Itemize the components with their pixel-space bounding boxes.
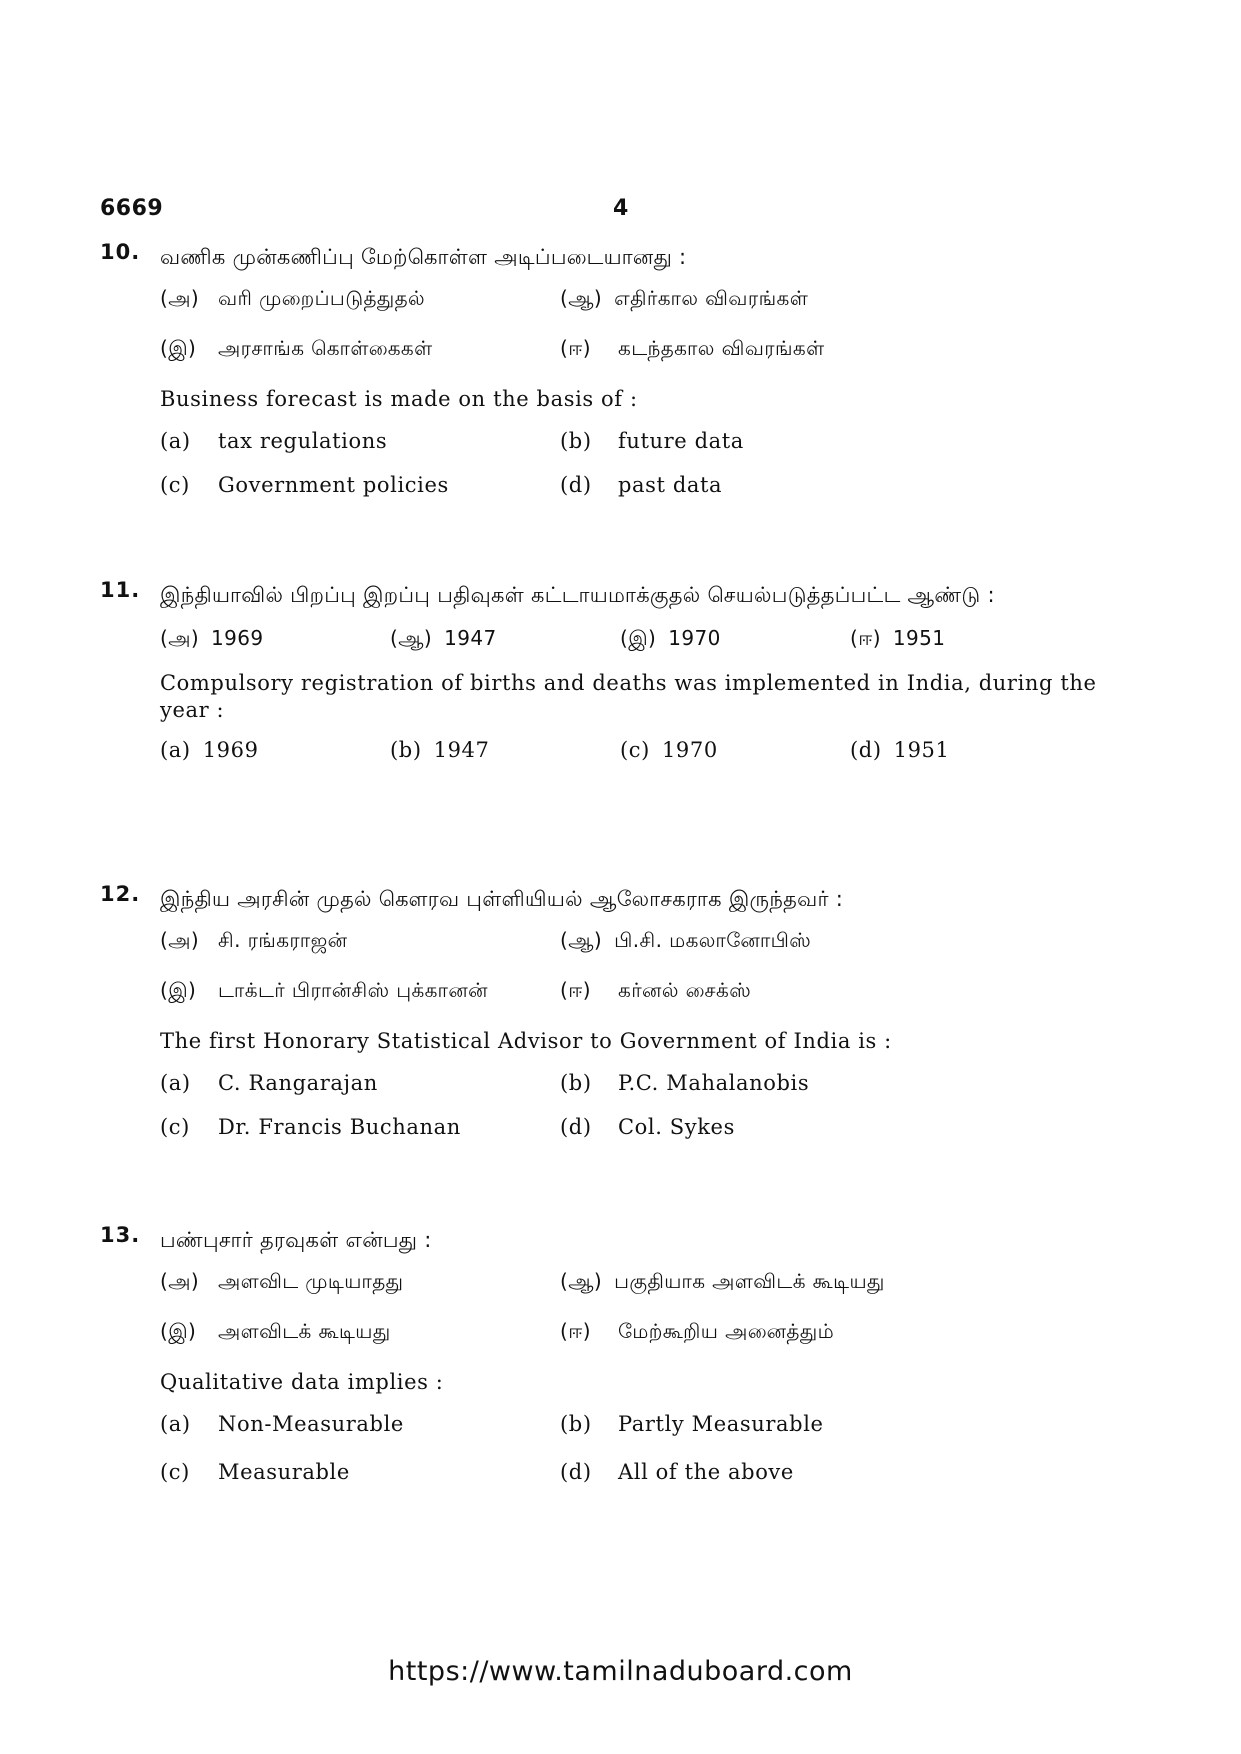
option-text: கடந்தகால விவரங்கள் [618, 336, 825, 360]
option-marker: (ஆ) [560, 928, 603, 952]
option-text: C. Rangarajan [218, 1071, 378, 1095]
paper-code: 6669 [100, 196, 164, 221]
option-text: Partly Measurable [618, 1412, 824, 1436]
option-text: அளவிடக் கூடியது [218, 1319, 391, 1343]
tamil-option-c [160, 1319, 391, 1346]
english-option-b [390, 738, 489, 762]
tamil-option-b [560, 286, 808, 313]
option-text: All of the above [618, 1460, 794, 1484]
english-option-b [560, 1412, 824, 1436]
option-marker: (b) [560, 429, 592, 453]
option-text: டாக்டர் பிரான்சிஸ் புக்கானன் [218, 978, 488, 1002]
option-text: 1951 [892, 626, 946, 650]
option-text: Col. Sykes [618, 1115, 735, 1139]
question-12 [100, 882, 1150, 1149]
english-options-row [100, 738, 1150, 772]
option-marker: (அ) [160, 286, 200, 310]
option-marker: (c) [160, 1460, 190, 1484]
option-text: சி. ரங்கராஜன் [218, 928, 348, 952]
option-marker: (இ) [160, 978, 197, 1002]
tamil-option-a [160, 286, 425, 313]
option-text: மேற்கூறிய அனைத்தும் [618, 1319, 835, 1343]
english-option-a [160, 429, 387, 453]
option-text: 1947 [444, 626, 497, 650]
tamil-option-d [560, 336, 825, 363]
option-text: Non-Measurable [218, 1412, 404, 1436]
option-marker: (ஈ) [850, 626, 881, 650]
option-text: பகுதியாக அளவிடக் கூடியது [614, 1269, 885, 1293]
english-option-a [160, 738, 259, 762]
tamil-question-text: வணிக முன்கணிப்பு மேற்கொள்ள அடிப்படையானது : [160, 245, 687, 269]
english-options-row-2 [100, 1460, 1150, 1494]
option-text: 1970 [668, 626, 721, 650]
option-marker: (இ) [620, 626, 657, 650]
option-text: past data [618, 473, 723, 497]
tamil-options-row-2 [100, 1319, 1150, 1353]
tamil-option-d [850, 626, 945, 653]
option-marker: (ஈ) [560, 336, 591, 360]
option-marker: (அ) [160, 1269, 200, 1293]
english-option-c [160, 1460, 350, 1484]
english-option-c [160, 1115, 461, 1139]
option-text: கர்னல் சைக்ஸ் [618, 978, 752, 1002]
option-text: வரி முறைப்படுத்துதல் [218, 286, 426, 310]
question-number: 13. [100, 1223, 141, 1247]
tamil-option-c [620, 626, 721, 653]
option-marker: (d) [850, 738, 882, 762]
option-marker: (d) [560, 473, 592, 497]
english-option-a [160, 1071, 378, 1095]
tamil-options-row-1 [100, 928, 1150, 962]
option-text: Measurable [218, 1460, 350, 1484]
option-marker: (c) [160, 1115, 190, 1139]
english-option-d [560, 1115, 735, 1139]
option-marker: (இ) [160, 336, 197, 360]
question-10-header [100, 240, 1150, 274]
option-marker: (a) [160, 1071, 191, 1095]
tamil-question-text: இந்தியாவில் பிறப்பு இறப்பு பதிவுகள் கட்டாயமாக்குதல் செயல்படுத்தப்பட்ட ஆண்டு : [160, 583, 995, 607]
question-12-header [100, 882, 1150, 916]
english-question-text: Business forecast is made on the basis of : [160, 387, 638, 411]
english-question-text: Compulsory registration of births and deaths was implemented in India, during the year : [160, 671, 1097, 722]
option-text: 1951 [893, 738, 950, 762]
tamil-options-row-2 [100, 336, 1150, 370]
tamil-question-text: இந்திய அரசின் முதல் கௌரவ புள்ளியியல் ஆலோசகராக இருந்தவர் : [160, 887, 844, 911]
tamil-option-b [560, 928, 811, 955]
option-text: future data [618, 429, 744, 453]
tamil-options-row [100, 626, 1150, 660]
english-options-row-1 [100, 1071, 1150, 1105]
option-text: அரசாங்க கொள்கைகள் [218, 336, 433, 360]
english-options-row-2 [100, 473, 1150, 507]
question-number: 10. [100, 240, 141, 264]
option-text: P.C. Mahalanobis [618, 1071, 810, 1095]
english-option-c [160, 473, 449, 497]
option-marker: (d) [560, 1115, 592, 1139]
option-marker: (c) [160, 473, 190, 497]
english-option-b [560, 429, 744, 453]
option-marker: (b) [560, 1071, 592, 1095]
option-marker: (ஆ) [560, 1269, 603, 1293]
option-text: பி.சி. மகலானோபிஸ் [614, 928, 812, 952]
option-marker: (a) [160, 429, 191, 453]
tamil-options-row-1 [100, 286, 1150, 320]
question-13 [100, 1223, 1150, 1494]
option-text: 1969 [211, 626, 264, 650]
option-marker: (a) [160, 738, 191, 762]
option-marker: (இ) [160, 1319, 197, 1343]
english-option-d [850, 738, 949, 762]
option-text: Government policies [218, 473, 449, 497]
tamil-options-row-2 [100, 978, 1150, 1012]
tamil-option-c [160, 336, 433, 363]
english-option-d [560, 1460, 794, 1484]
tamil-option-a [160, 1269, 403, 1296]
question-11 [100, 578, 1150, 772]
option-text: Dr. Francis Buchanan [218, 1115, 461, 1139]
option-text: tax regulations [218, 429, 388, 453]
tamil-option-b [390, 626, 497, 653]
option-marker: (ஆ) [560, 286, 603, 310]
english-options-row-1 [100, 429, 1150, 463]
tamil-question-text: பண்புசார் தரவுகள் என்பது : [160, 1228, 432, 1252]
page-number: 4 [613, 196, 629, 221]
tamil-option-d [560, 978, 751, 1005]
question-10 [100, 240, 1150, 507]
option-marker: (c) [620, 738, 650, 762]
english-option-a [160, 1412, 404, 1436]
question-number: 12. [100, 882, 141, 906]
footer-url: https://www.tamilnaduboard.com [388, 1656, 853, 1687]
option-marker: (ஈ) [560, 1319, 591, 1343]
tamil-option-a [160, 626, 264, 653]
option-marker: (b) [390, 738, 422, 762]
option-text: அளவிட முடியாதது [218, 1269, 404, 1293]
tamil-option-b [560, 1269, 885, 1296]
option-marker: (ஈ) [560, 978, 591, 1002]
english-option-c [620, 738, 718, 762]
option-marker: (b) [560, 1412, 592, 1436]
english-question-text: Qualitative data implies : [160, 1370, 444, 1394]
option-marker: (அ) [160, 626, 200, 650]
option-marker: (ஆ) [390, 626, 433, 650]
english-option-b [560, 1071, 809, 1095]
question-13-header [100, 1223, 1150, 1257]
english-options-row-2 [100, 1115, 1150, 1149]
page-header [100, 196, 1140, 228]
english-question-text: The first Honorary Statistical Advisor to Government of India is : [160, 1029, 892, 1053]
option-text: 1969 [202, 738, 259, 762]
option-marker: (அ) [160, 928, 200, 952]
tamil-option-a [160, 928, 347, 955]
option-text: 1947 [433, 738, 490, 762]
option-text: எதிர்கால விவரங்கள் [614, 286, 809, 310]
option-marker: (a) [160, 1412, 191, 1436]
tamil-option-c [160, 978, 488, 1005]
question-11-header [100, 578, 1150, 612]
english-option-d [560, 473, 722, 497]
tamil-options-row-1 [100, 1269, 1150, 1303]
question-number: 11. [100, 578, 141, 602]
tamil-option-d [560, 1319, 834, 1346]
english-options-row-1 [100, 1412, 1150, 1446]
option-text: 1970 [661, 738, 718, 762]
option-marker: (d) [560, 1460, 592, 1484]
